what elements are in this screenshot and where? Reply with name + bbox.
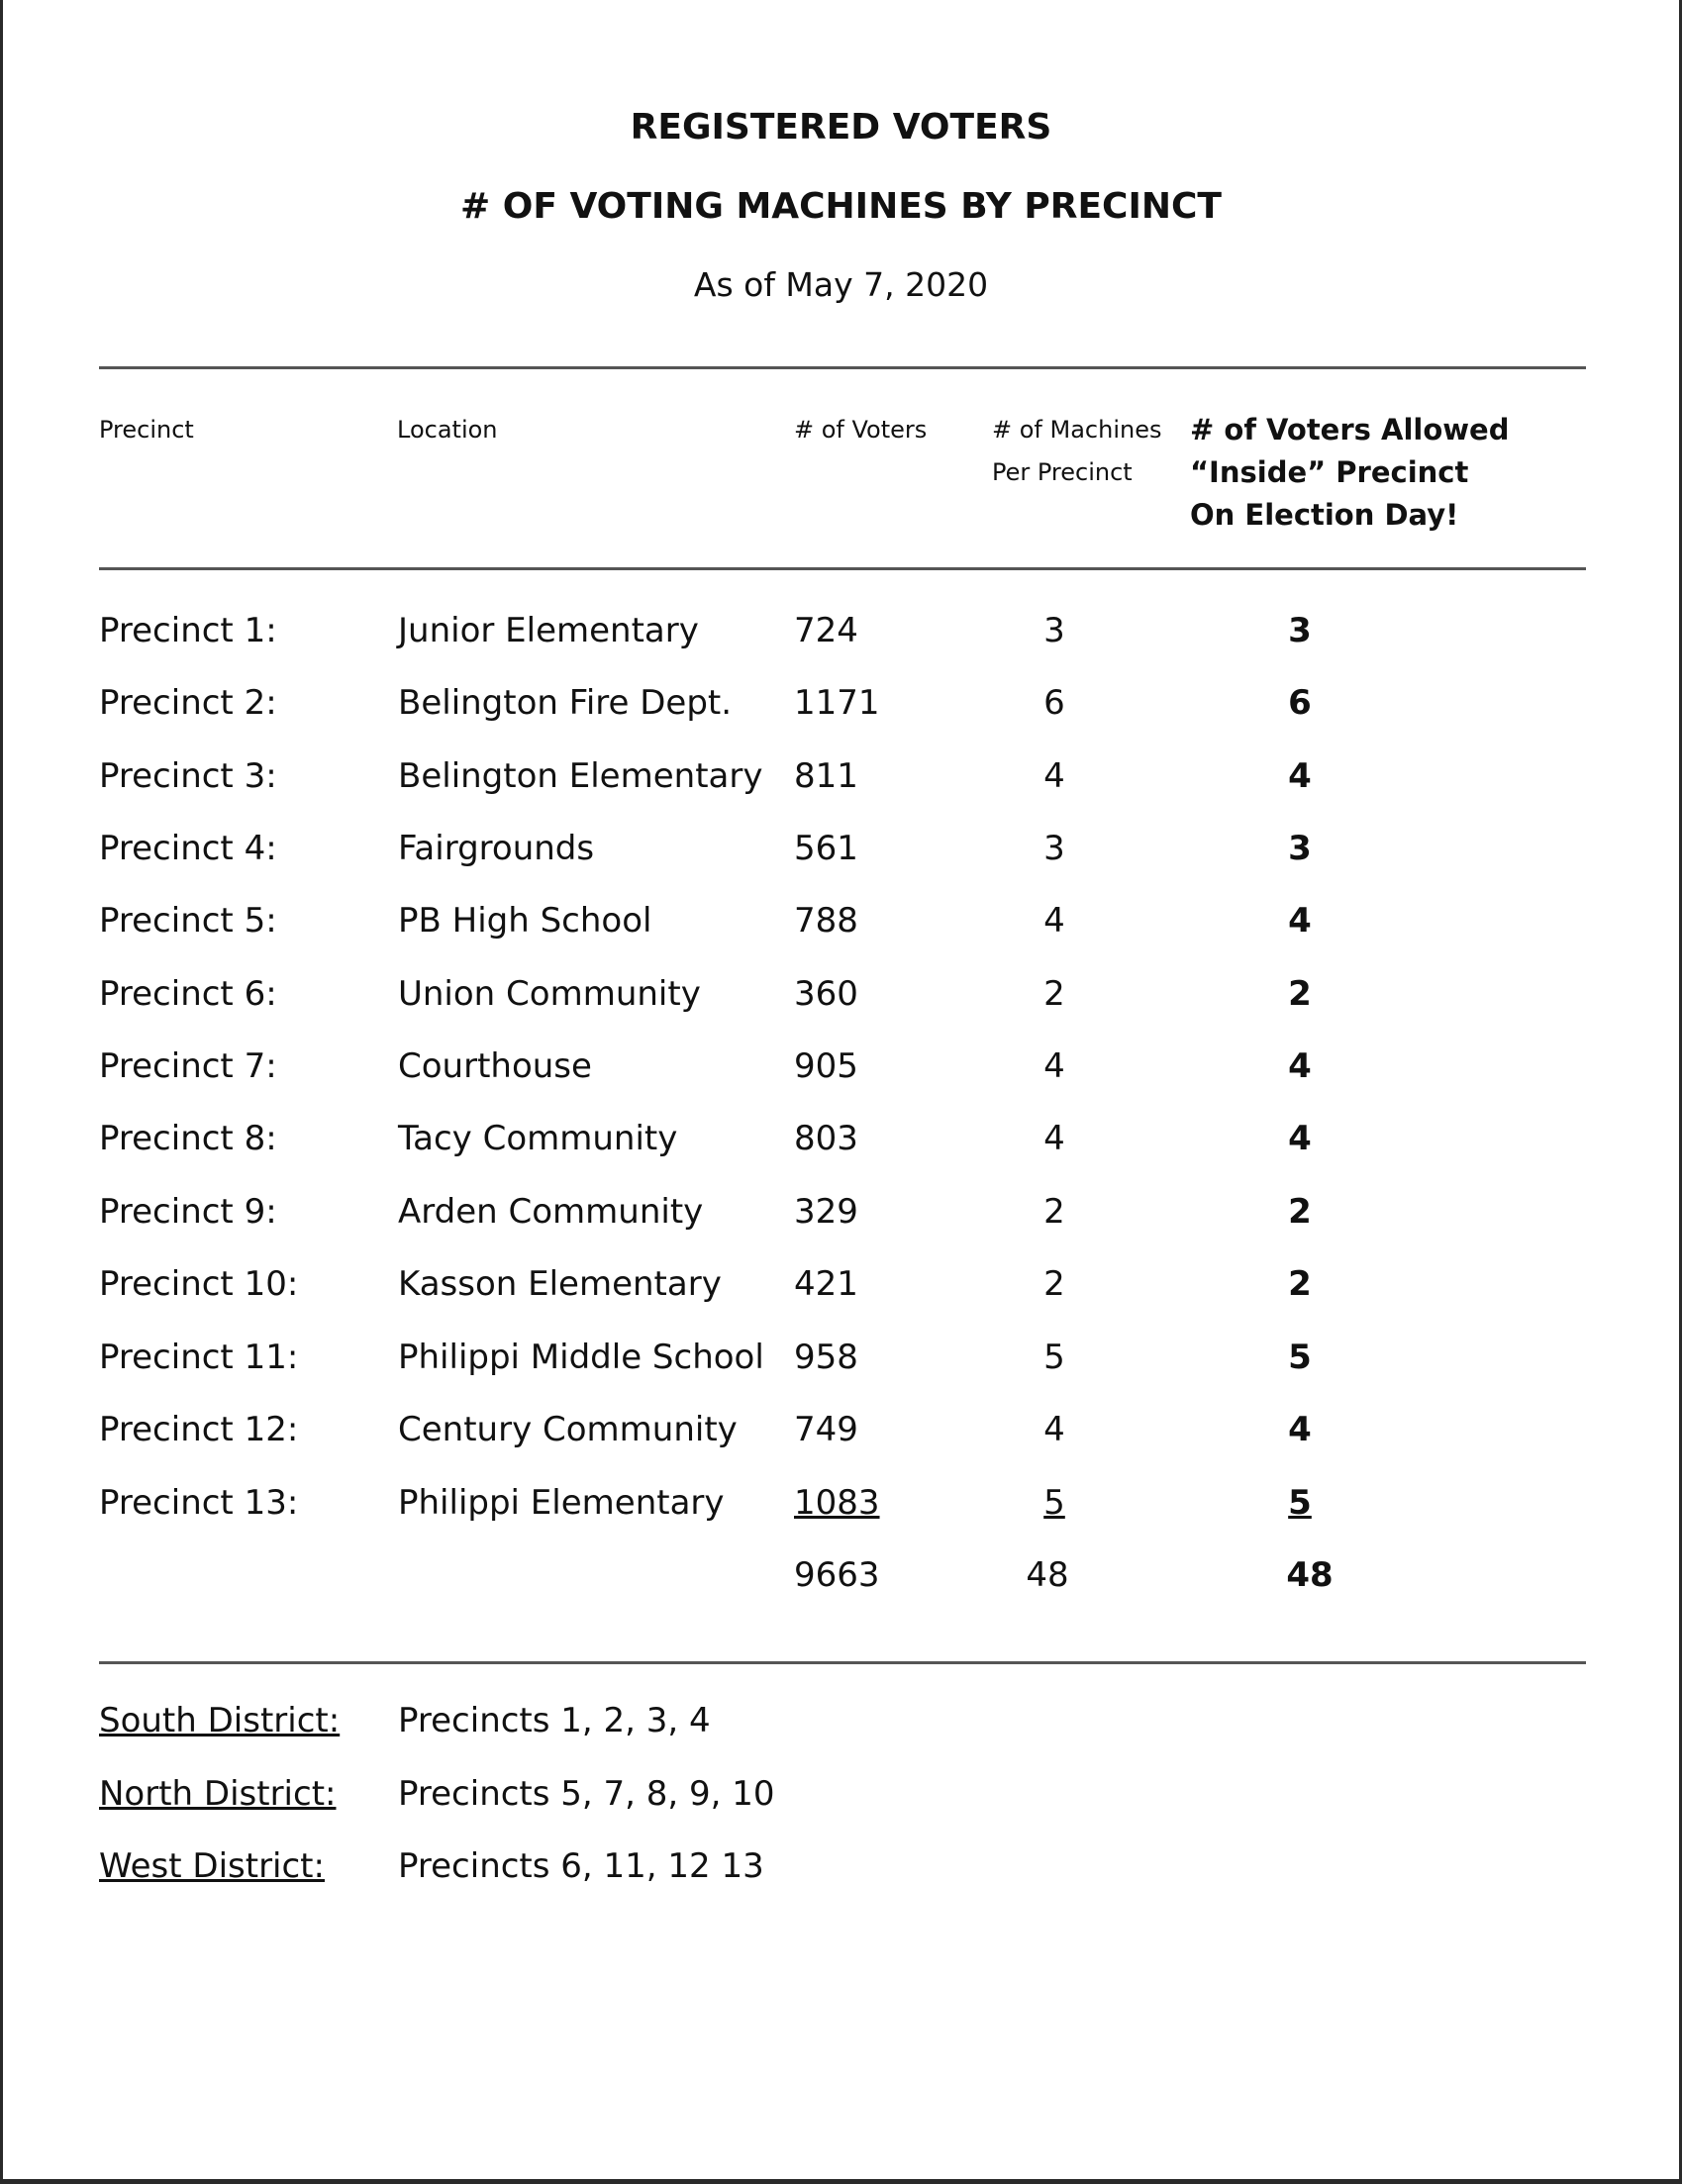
table-row — [0, 611, 1682, 670]
location-name: Junior Elementary — [398, 611, 699, 650]
table-row — [0, 1046, 1682, 1106]
machine-count: 4 — [1043, 1119, 1065, 1158]
precinct-label: Precinct 4: — [99, 829, 277, 868]
scan-edge-bottom — [0, 2179, 1682, 2184]
voter-count: 788 — [794, 901, 858, 941]
voter-count: 958 — [794, 1338, 858, 1377]
table-row — [0, 829, 1682, 888]
precinct-label: Precinct 11: — [99, 1338, 299, 1377]
precinct-label: Precinct 7: — [99, 1046, 277, 1086]
machine-count: 2 — [1043, 1264, 1065, 1304]
allowed-count: 5 — [1288, 1483, 1312, 1523]
document-subtitle-heading: # OF VOTING MACHINES BY PRECINCT — [460, 186, 1222, 227]
machine-count: 4 — [1043, 756, 1065, 796]
table-row — [0, 1119, 1682, 1178]
precinct-label: Precinct 5: — [99, 901, 277, 941]
precinct-label: Precinct 8: — [99, 1119, 277, 1158]
machine-count: 3 — [1043, 611, 1065, 650]
header-allowed-line3: On Election Day! — [1190, 498, 1459, 532]
location-name: Courthouse — [398, 1046, 592, 1086]
total-allowed: 48 — [1286, 1555, 1334, 1595]
header-precinct: Precinct — [99, 416, 194, 444]
divider-header — [99, 567, 1586, 570]
machine-count: 5 — [1043, 1338, 1065, 1377]
header-voters: # of Voters — [794, 416, 928, 444]
voter-count: 749 — [794, 1410, 858, 1449]
voter-count: 329 — [794, 1192, 858, 1232]
allowed-count: 4 — [1288, 1410, 1312, 1449]
voter-count: 421 — [794, 1264, 858, 1304]
list-item — [0, 1701, 1682, 1760]
voter-count: 1171 — [794, 683, 880, 723]
table-row — [0, 756, 1682, 816]
totals-row — [0, 1555, 1682, 1615]
district-precincts: Precincts 1, 2, 3, 4 — [398, 1701, 711, 1740]
precinct-label: Precinct 12: — [99, 1410, 299, 1449]
machine-count: 2 — [1043, 1192, 1065, 1232]
header-allowed-line2: “Inside” Precinct — [1190, 455, 1469, 489]
table-row — [0, 1410, 1682, 1469]
allowed-count: 2 — [1288, 1192, 1312, 1232]
header-voters-allowed — [1190, 409, 1509, 537]
voter-count: 1083 — [794, 1483, 880, 1523]
divider-bottom — [99, 1661, 1586, 1664]
table-row — [0, 1338, 1682, 1397]
precinct-label: Precinct 13: — [99, 1483, 299, 1523]
location-name: Belington Elementary — [398, 756, 763, 796]
precinct-label: Precinct 6: — [99, 974, 277, 1014]
list-item — [0, 1774, 1682, 1834]
district-name: South District: — [99, 1701, 341, 1740]
allowed-count: 2 — [1288, 1264, 1312, 1304]
voter-count: 724 — [794, 611, 858, 650]
as-of-date: As of May 7, 2020 — [693, 265, 989, 304]
machine-count: 4 — [1043, 901, 1065, 941]
voter-count: 905 — [794, 1046, 858, 1086]
precinct-label: Precinct 1: — [99, 611, 277, 650]
location-name: Tacy Community — [398, 1119, 678, 1158]
machine-count: 4 — [1043, 1046, 1065, 1086]
allowed-count: 4 — [1288, 756, 1312, 796]
table-row — [0, 974, 1682, 1034]
total-machines: 48 — [1026, 1555, 1069, 1595]
precinct-label: Precinct 3: — [99, 756, 277, 796]
allowed-count: 3 — [1288, 611, 1312, 650]
precinct-label: Precinct 10: — [99, 1264, 299, 1304]
voter-count: 803 — [794, 1119, 858, 1158]
allowed-count: 6 — [1288, 683, 1312, 723]
header-allowed-line1: # of Voters Allowed — [1190, 413, 1510, 447]
voter-count: 811 — [794, 756, 858, 796]
location-name: Fairgrounds — [398, 829, 595, 868]
voter-count: 360 — [794, 974, 858, 1014]
divider-top — [99, 366, 1586, 369]
voter-count: 561 — [794, 829, 858, 868]
machine-count: 5 — [1043, 1483, 1065, 1523]
precinct-label: Precinct 9: — [99, 1192, 277, 1232]
machine-count: 2 — [1043, 974, 1065, 1014]
allowed-count: 4 — [1288, 1046, 1312, 1086]
table-row — [0, 901, 1682, 960]
district-precincts: Precincts 6, 11, 12 13 — [398, 1846, 764, 1886]
allowed-count: 3 — [1288, 829, 1312, 868]
district-name: West District: — [99, 1846, 325, 1886]
allowed-count: 4 — [1288, 1119, 1312, 1158]
location-name: Century Community — [398, 1410, 738, 1449]
location-name: Kasson Elementary — [398, 1264, 722, 1304]
location-name: Arden Community — [398, 1192, 704, 1232]
location-name: PB High School — [398, 901, 652, 941]
allowed-count: 2 — [1288, 974, 1312, 1014]
header-machines-line1: # of Machines — [992, 416, 1162, 444]
machine-count: 3 — [1043, 829, 1065, 868]
location-name: Union Community — [398, 974, 701, 1014]
table-row — [0, 1264, 1682, 1324]
district-name: North District: — [99, 1774, 337, 1814]
precinct-label: Precinct 2: — [99, 683, 277, 723]
allowed-count: 4 — [1288, 901, 1312, 941]
allowed-count: 5 — [1288, 1338, 1312, 1377]
header-machines — [992, 409, 1161, 494]
district-precincts: Precincts 5, 7, 8, 9, 10 — [398, 1774, 775, 1814]
header-location: Location — [397, 416, 498, 444]
document-title: REGISTERED VOTERS — [630, 107, 1052, 148]
table-row — [0, 1483, 1682, 1542]
total-voters: 9663 — [794, 1555, 880, 1595]
location-name: Philippi Middle School — [398, 1338, 764, 1377]
machine-count: 6 — [1043, 683, 1065, 723]
location-name: Belington Fire Dept. — [398, 683, 733, 723]
machine-count: 4 — [1043, 1410, 1065, 1449]
header-machines-line2: Per Precinct — [992, 458, 1133, 486]
list-item — [0, 1846, 1682, 1906]
table-row — [0, 1192, 1682, 1251]
location-name: Philippi Elementary — [398, 1483, 725, 1523]
table-row — [0, 683, 1682, 743]
